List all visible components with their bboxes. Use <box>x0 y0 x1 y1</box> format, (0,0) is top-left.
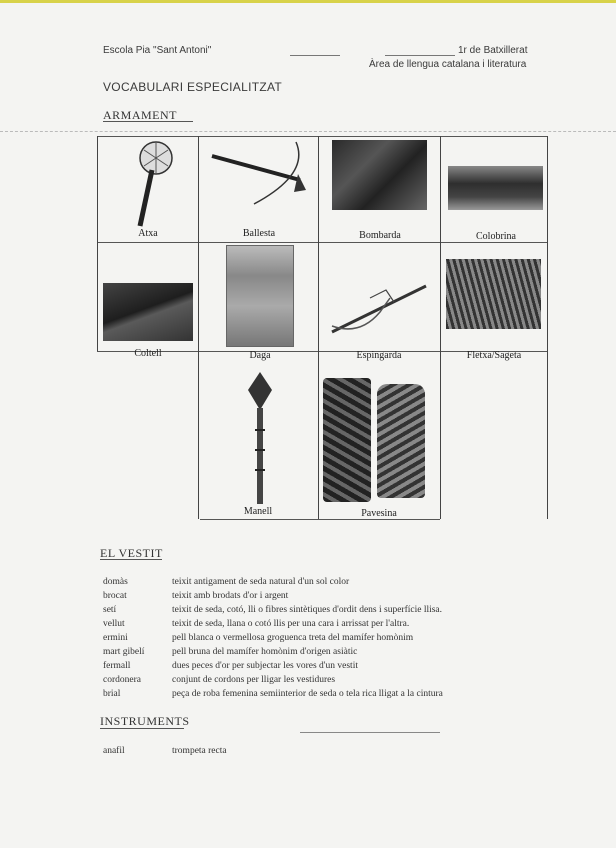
bombard-image <box>332 140 427 210</box>
caption-daga: Daga <box>249 350 271 361</box>
course-name: 1r de Batxillerat <box>458 45 528 56</box>
definition-ermini: pell blanca o vermellosa groguenca treta del mamífer homònim <box>172 633 414 643</box>
term-ermini: ermini <box>103 633 128 643</box>
definition-anafil: trompeta recta <box>172 746 227 756</box>
caption-ballesta: Ballesta <box>242 228 276 239</box>
header-rule <box>290 55 340 56</box>
knife-image <box>103 283 193 341</box>
shield-front-image <box>323 378 371 502</box>
grid-line <box>198 136 199 519</box>
definition-brial: peça de roba femenina semiinterior de seda o tela rica lligat a la cintura <box>172 689 443 699</box>
definition-mart-gibeli: pell bruna del mamífer homònim d'origen asiàtic <box>172 647 358 657</box>
term-vellut: vellut <box>103 619 125 629</box>
grid-line <box>200 519 440 520</box>
axe-image <box>128 140 180 228</box>
term-mart-gibeli: mart gibelí <box>103 647 145 657</box>
grid-line <box>97 242 547 243</box>
crossbow-image <box>210 140 310 208</box>
term-domas: domàs <box>103 577 128 587</box>
definition-seti: teixit de seda, cotó, lli o fibres sintètiques d'ordit dens i superfície llisa. <box>172 605 443 615</box>
heading-underline <box>100 559 162 560</box>
caption-manell: Manell <box>243 506 273 517</box>
definition-fermall: dues peces d'or per subjectar les vores d'un vestit <box>172 661 358 671</box>
caption-pavesina: Pavesina <box>361 508 397 519</box>
definition-vellut: teixit de seda, llana o cotó llis per una cara i arrissat per l'altra. <box>172 619 410 629</box>
caption-bombarda: Bombarda <box>359 230 401 241</box>
definition-domas: teixit antigament de seda natural d'un sol color <box>172 577 350 587</box>
mace-image <box>244 370 276 506</box>
definition-brocat: teixit amb brodats d'or i argent <box>172 591 289 601</box>
grid-line <box>440 136 441 519</box>
header-rule <box>385 55 455 56</box>
section-heading-armament: ARMAMENT <box>103 108 178 122</box>
culverin-image <box>448 166 543 210</box>
grid-line <box>318 136 319 519</box>
grid-line <box>547 136 548 519</box>
shield-back-image <box>377 384 425 498</box>
caption-fletxa-sageta: Fletxa/Sageta <box>466 350 522 361</box>
caption-atxa: Atxa <box>138 228 158 239</box>
section-heading-vestit: EL VESTIT <box>100 546 163 560</box>
caption-coltell: Coltell <box>134 348 162 359</box>
caption-colobrina: Colobrina <box>476 231 516 242</box>
caption-espingarda: Espingarda <box>356 350 402 361</box>
department-name: Àrea de llengua catalana i literatura <box>369 59 527 70</box>
dagger-image <box>226 245 294 347</box>
page-title: VOCABULARI ESPECIALITZAT <box>103 80 283 94</box>
definition-cordonera: conjunt de cordons per lligar les vestidures <box>172 675 336 685</box>
school-name: Escola Pia "Sant Antoni" <box>103 45 212 56</box>
term-anafil: anafil <box>103 746 125 756</box>
term-fermall: fermall <box>103 661 131 671</box>
heading-underline <box>100 728 184 729</box>
term-brial: brial <box>103 689 121 699</box>
heading-underline <box>103 121 193 122</box>
scan-artifact-line <box>300 732 440 733</box>
term-brocat: brocat <box>103 591 127 601</box>
grid-line <box>97 136 98 351</box>
arquebus-image <box>330 276 430 338</box>
grid-line <box>97 136 547 137</box>
section-heading-instruments: INSTRUMENTS <box>100 714 190 728</box>
scan-artifact-line <box>0 131 616 132</box>
term-seti: setí <box>103 605 117 615</box>
term-cordonera: cordonera <box>103 675 141 685</box>
arrow-image <box>446 259 541 329</box>
page-edge <box>0 0 616 3</box>
